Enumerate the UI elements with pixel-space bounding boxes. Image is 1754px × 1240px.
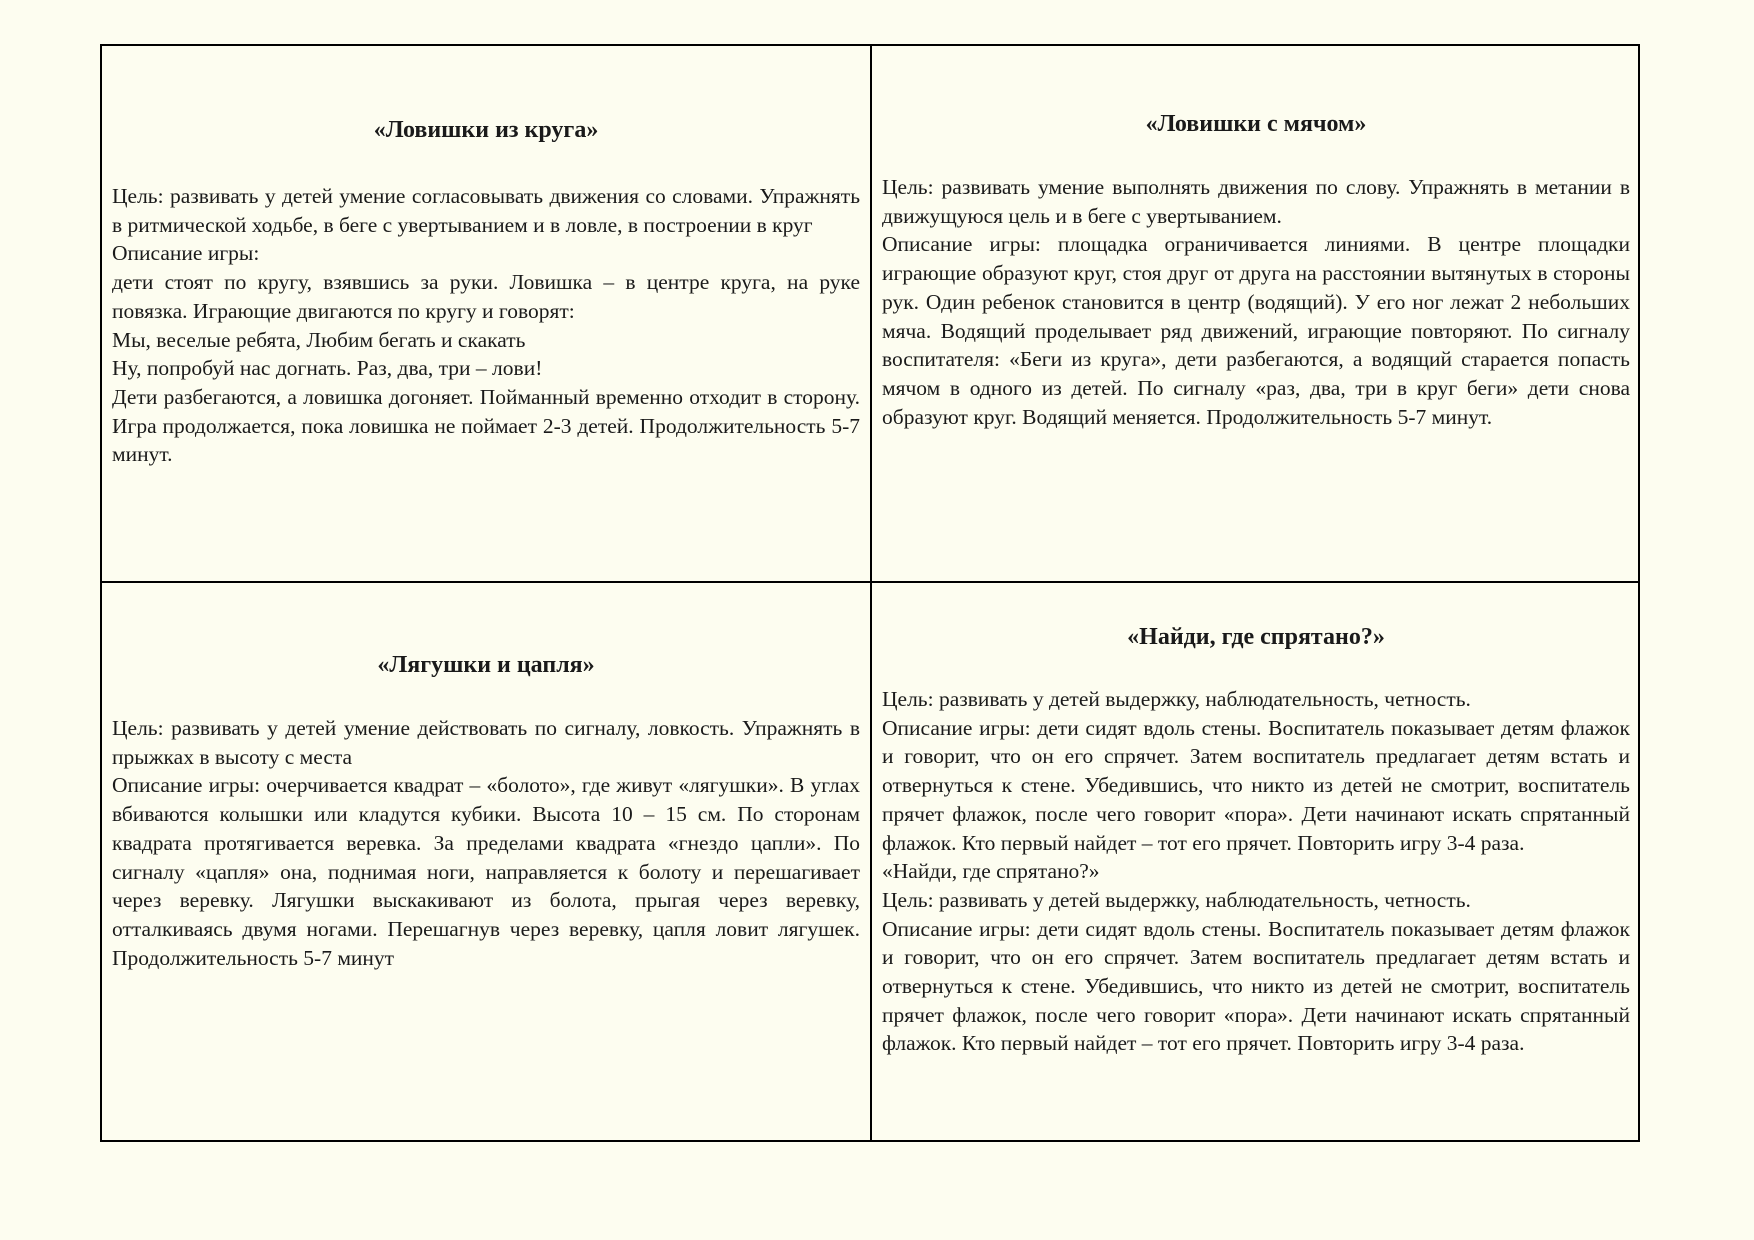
card-lovishki-s-myachom: [872, 46, 1640, 583]
card-paragraph: Описание игры: дети сидят вдоль стены. Воспитатель показывает детям флажок и говорит, что он его спрячет. Затем воспитатель предлагает детям встать и отвернуться к стене. Убедившись, что никто из детей не смотрит, воспитатель прячет флажок, после чего говорит «пора». Дети начинают искать спрятанный флажок. Кто первый найдет – тот его прячет. Повторить игру 3-4 раза.: [882, 715, 1630, 855]
card-paragraph: Описание игры: очерчивается квадрат – «болото», где живут «лягушки». В углах вбиваются колышки или кладутся кубики. Высота 10 – 15 см. По сторонам квадрата протягивается веревка. За пределами квадрата «гнездо цапли». По сигналу «цапля» она, поднимая ноги, направляется к болоту и перешагивает через веревку. Лягушки выскакивают из болота, прыгая через веревку, отталкиваясь двумя ногами. Перешагнув через веревку, цапля ловит лягушек. Продолжительность 5-7 минут: [112, 773, 860, 970]
card-paragraph: Цель: развивать умение выполнять движения по слову. Упражнять в метании в движущуюся цель и в беге с увертыванием.: [882, 175, 1630, 228]
card-paragraph: Описание игры:: [112, 241, 260, 266]
card-lyagushki-i-caplya: [102, 583, 872, 1140]
card-title: «Лягушки и цапля»: [377, 652, 595, 678]
card-body: [882, 173, 1630, 431]
games-table: [100, 44, 1640, 1142]
card-title: «Найди, где спрятано?»: [1127, 624, 1385, 650]
card-paragraph: Мы, веселые ребята, Любим бегать и скакать: [112, 327, 526, 352]
card-paragraph: Цель: развивать у детей умение согласовывать движения со словами. Упражнять в ритмической ходьбе, в беге с увертыванием и в ловле, в построении в круг: [112, 184, 860, 237]
card-paragraph: Цель: развивать у детей выдержку, наблюдательность, четность.: [882, 887, 1471, 912]
card-paragraph: Цель: развивать у детей выдержку, наблюдательность, четность.: [882, 687, 1471, 711]
card-paragraph: Цель: развивать у детей умение действовать по сигналу, ловкость. Упражнять в прыжках в высоту с места: [112, 716, 860, 769]
card-title: «Ловишки с мячом»: [1145, 111, 1367, 137]
card-paragraph: Дети разбегаются, а ловишка догоняет. Пойманный временно отходит в сторону. Игра продолжается, пока ловишка не поймает 2-3 детей. Продолжительность 5-7 минут.: [112, 384, 860, 467]
card-paragraph: Ну, попробуй нас догнать. Раз, два, три – лови!: [112, 356, 543, 381]
card-paragraph: «Найди, где спрятано?»: [882, 859, 1100, 884]
card-body: [882, 685, 1630, 1058]
card-naidi-gde-spryatano: [872, 583, 1640, 1140]
card-title: «Ловишки из круга»: [373, 117, 599, 143]
card-body: [112, 714, 860, 972]
card-lovishki-iz-kruga: [102, 46, 872, 583]
card-body: [112, 182, 860, 469]
card-paragraph: дети стоят по кругу, взявшись за руки. Ловишка – в центре круга, на руке повязка. Играющие двигаются по кругу и говорят:: [112, 270, 860, 323]
card-paragraph: Описание игры: дети сидят вдоль стены. Воспитатель показывает детям флажок и говорит, что он его спрячет. Затем воспитатель предлагает детям встать и отвернуться к стене. Убедившись, что никто из детей не смотрит, воспитатель прячет флажок, после чего говорит «пора». Дети начинают искать спрятанный флажок. Кто первый найдет – тот его прячет. Повторить игру 3-4 раза.: [882, 916, 1630, 1056]
card-paragraph: Описание игры: площадка ограничивается линиями. В центре площадки играющие образуют круг, стоя друг от друга на расстоянии вытянутых в стороны рук. Один ребенок становится в центр (водящий). У его ног лежат 2 небольших мяча. Водящий проделывает ряд движений, играющие повторяют. По сигналу воспитателя: «Беги из круга», дети разбегаются, а водящий старается попасть мячом в одного из детей. По сигналу «раз, два, три в круг беги» дети снова образуют круг. Водящий меняется. Продолжительность 5-7 минут.: [882, 232, 1630, 429]
